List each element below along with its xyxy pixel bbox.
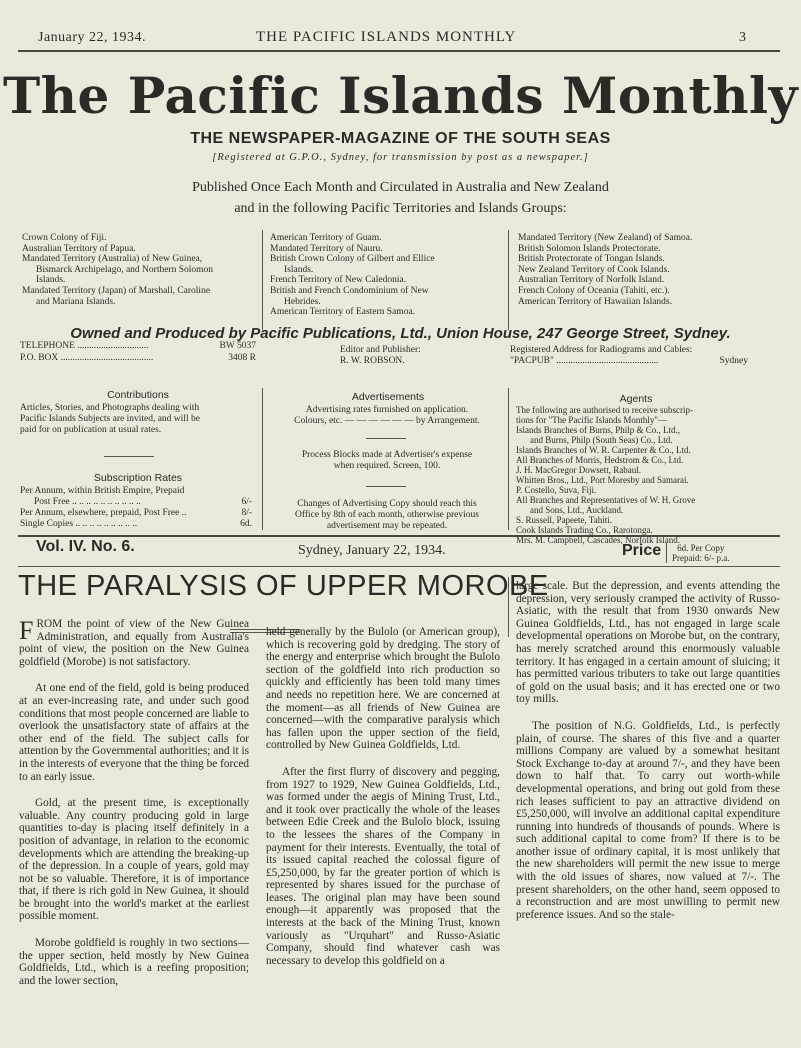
section-rule	[366, 486, 406, 487]
article-paragraph: held generally by the Bulolo (or American group), which is recovering gold by dredging. The story of the energy and enterprise which brought the Bulolo section of the goldfield into rich production so quickly and efficiently has been told many times and needs no repetition here. We are concerned at the moment—as all friends of New Guinea are concerned—with the comparative paralysis which has fallen upon the upper section of the field, controlled by New Guinea Goldfields, Ltd.	[266, 626, 500, 752]
contributions-line: Articles, Stories, and Photographs dealing with	[20, 403, 200, 413]
territory-line: and Mariana Islands.	[36, 296, 116, 307]
article-paragraph: After the first flurry of discovery and pegging, from 1927 to 1929, New Guinea Goldfields, Ltd., was formed under the aegis of Mining Trust, Ltd., and it took over practically the whole of the leases between Edie Creek and the Bulolo block, issuing to the lessees the shares of the Company in payment for their interests. Eventually, the total of its issued capital reached the colossal figure of £5,250,000, by far the greater portion of which is represented by shares issued for the purchase of leases. The original plan may have been sound enough—it apparently was proposed that the interests at the back of the Mining Trust, known variously as "Urquhart" and Russo-Asiatic Company, should find whatever cash was necessary to develop this goldfield on a	[266, 765, 500, 967]
agent-line: Islands Branches of Burns, Philp & Co., Ltd.,	[516, 425, 680, 435]
column-divider	[508, 388, 509, 530]
contributions-line: Pacific Islands Subjects are invited, and will be	[20, 414, 200, 424]
rate-line	[20, 508, 252, 519]
agent-line: and Burns, Philp (South Seas) Co., Ltd.	[530, 435, 673, 445]
column-divider	[508, 577, 509, 637]
advertisements-heading: Advertisements	[351, 391, 425, 403]
territory-line: Bismarck Archipelago, and Northern Solomon	[36, 264, 214, 275]
po-box-label: P.O. BOX .......................................	[20, 353, 154, 363]
price-label: Price	[622, 542, 662, 559]
owned-produced-line: Owned and Produced by Pacific Publications, Ltd., Union House, 247 George Street, Sydney.	[70, 325, 731, 342]
advertising-line: Colours, etc. — — — — — — by Arrangement.	[294, 416, 480, 426]
rate-label: Per Annum, elsewhere, prepaid, Post Free ..	[20, 508, 187, 518]
territory-line: Australian Territory of Norfolk Island.	[518, 275, 665, 286]
agent-line: J. H. MacGregor Dowsett, Rabaul.	[516, 465, 641, 475]
territory-line: French Colony of Oceania (Tahiti, etc.).	[518, 285, 670, 296]
copy-changes-text	[270, 499, 504, 532]
price-details	[672, 543, 730, 563]
registration-notice: [Registered at G.P.O., Sydney, for transmission by post as a newspaper.]	[212, 152, 589, 163]
telephone-value: BW 5037	[219, 341, 256, 351]
advertising-line: Advertising rates furnished on application.	[305, 405, 469, 415]
price-line: Prepaid: 6/- p.a.	[672, 553, 730, 563]
published-line-1: Published Once Each Month and Circulated in Australia and New Zealand	[192, 180, 609, 195]
contributions-heading: Contributions	[107, 389, 169, 401]
header-rule	[18, 50, 780, 52]
article-column-2	[266, 626, 500, 981]
article-paragraph: large scale. But the depression, and events attending the depression, very seriously cramped the activity of Russo-Asiatic, with the result that from 1930 onwards New Guinea Goldfields, Ltd., has not engaged in large scale developmental operations on Morobe but, on the contrary, has merely scratched around this enormously valuable territory. It has engaged in a certain amount of sluicing; it has permitted various tributers to take out large quantities of gold on the usual basis; and it has erected one or two toy mills.	[516, 580, 780, 706]
article-column-3	[516, 580, 780, 935]
volume-number: Vol. IV. No. 6.	[36, 538, 135, 555]
advertising-line: Office by 8th of each month, otherwise previous	[295, 510, 479, 520]
published-line-2: and in the following Pacific Territories and Islands Groups:	[234, 201, 567, 216]
page-number: 3	[739, 30, 747, 45]
price-brace	[666, 543, 667, 563]
agent-line: Whitten Bros., Ltd., Port Moresby and Samarai.	[516, 475, 689, 485]
territories-column-1	[22, 233, 254, 307]
masthead-subtitle: THE NEWSPAPER-MAGAZINE OF THE SOUTH SEAS	[190, 130, 611, 147]
paragraph-text: ROM the point of view of the New Guinea Administration, and equally from Australia's point of view, the position on the New Guinea goldfield (Morobe) is not satisfactory.	[19, 618, 249, 668]
telephone-label: TELEPHONE ..............................	[20, 341, 149, 351]
rate-value: 6/-	[241, 497, 252, 507]
rate-label: Post Free .. .. .. .. .. .. .. .. .. ..	[34, 497, 141, 507]
rate-line	[20, 486, 252, 497]
rate-value: 8/-	[241, 508, 252, 518]
article-column-1	[19, 618, 249, 1001]
article-paragraph	[19, 618, 249, 668]
territory-line: Mandated Territory of Nauru.	[270, 243, 383, 254]
po-box-line	[20, 353, 256, 364]
cable-label: "PACPUB" ...........................................	[510, 356, 659, 366]
advertising-line: advertisement may be repeated.	[326, 521, 448, 531]
agents-list	[516, 405, 780, 545]
agent-line: S. Russell, Papeete, Tahiti.	[516, 515, 612, 525]
rate-label: Per Annum, within British Empire, Prepaid	[20, 486, 185, 496]
territory-line: Islands.	[36, 275, 66, 286]
territories-column-2	[270, 233, 496, 318]
telephone-line	[20, 341, 256, 352]
territory-line: Crown Colony of Fiji.	[22, 233, 107, 243]
advertising-rates-text	[270, 405, 504, 427]
territory-line: Hebrides.	[284, 296, 321, 307]
territory-line: Australian Territory of Papua.	[22, 243, 136, 254]
agent-line: All Branches of Morris, Hedstrom & Co., Ltd.	[516, 455, 684, 465]
agent-line: Mrs. M. Campbell, Cascades, Norfolk Island.	[516, 535, 680, 545]
article-paragraph: Morobe goldfield is roughly in two sections—the upper section, held mostly by New Guinea Goldfields, Ltd., which is a reefing proposition; and the lower section,	[19, 937, 249, 987]
article-paragraph: The position of N.G. Goldfields, Ltd., is perfectly plain, of course. The shares of this five and a quarter millions Company are valued by a somewhat hesitant Stock Exchange to-day at around 7/-, and they have been down to half that. To carry out worth-while developmental operations, and bring out gold from these rich leases sufficient to pay an attractive dividend on £5,250,000, will involve an additional capital expenditure running into hundreds of thousands of pounds. Where is such additional capital to come from? If there is to be another issue of ordinary capital, it is most unlikely that the new shareholders will permit the new issue to merge with the old issues of shares, now valued at 7/-. The present shareholders, on the other hand, seem opposed to a reconstruction and are most unwilling to permit new preference issues. And so the stale-	[516, 719, 780, 921]
column-divider	[262, 388, 263, 530]
territory-line: British Solomon Islands Protectorate.	[518, 243, 661, 254]
drop-cap: F	[19, 616, 34, 645]
rate-line	[20, 497, 252, 508]
agents-heading: Agents	[619, 393, 653, 405]
territory-line: British Crown Colony of Gilbert and Ellice	[270, 254, 435, 265]
agent-line: Cook Islands Trading Co., Rarotonga.	[516, 525, 653, 535]
issue-date: Sydney, January 22, 1934.	[298, 543, 446, 558]
territory-line: British Protectorate of Tongan Islands.	[518, 254, 665, 265]
agent-line: The following are authorised to receive subscrip-	[516, 405, 693, 415]
rate-label: Single Copies .. .. .. .. .. .. .. .. ..	[20, 519, 138, 529]
registered-address-label: Registered Address for Radiograms and Cables:	[510, 345, 693, 355]
territory-line: American Territory of Hawaiian Islands.	[518, 296, 673, 307]
editor-label: Editor and Publisher:	[340, 345, 421, 355]
article-paragraph: Gold, at the present time, is exceptionally valuable. Any country producing gold in large quantities to-day is placing itself definitely in a position of advantage, in relation to the economic developments which are attending the breaking-up of the depression. In a couple of years, gold may not be so valuable. Therefore, it is of importance that, if there is rich gold in New Guinea, it should be brought into the world's market at the earliest possible moment.	[19, 797, 249, 923]
volume-bar-top-rule	[18, 535, 780, 537]
cable-line	[510, 356, 748, 367]
rate-value: 6d.	[240, 519, 252, 529]
territory-line: French Territory of New Caledonia.	[270, 275, 407, 286]
price-line: 6d. Per Copy	[677, 543, 725, 553]
agent-line: and Sons, Ltd., Auckland.	[530, 505, 624, 515]
editor-name: R. W. ROBSON.	[340, 356, 405, 366]
agent-line: P. Costello, Suva, Fiji.	[516, 485, 597, 495]
section-rule	[104, 456, 154, 457]
column-divider	[508, 230, 509, 330]
volume-bar-bottom-rule	[18, 566, 780, 567]
po-box-value: 3408 R	[228, 353, 256, 363]
header-paper-name: THE PACIFIC ISLANDS MONTHLY	[256, 29, 517, 45]
cable-value: Sydney	[719, 356, 748, 366]
masthead-title: The Pacific Islands Monthly	[2, 66, 799, 125]
agent-line: tions for "The Pacific Islands Monthly"—	[516, 415, 668, 425]
article-paragraph: At one end of the field, gold is being produced at an ever-increasing rate, and under such good conditions that most people concerned are liable to overlook the unsatisfactory state of affairs at the other end of the field. The subject calls for attention by the Governmental authorities; and it is in the interests of everyone that the thing be forced to an early issue.	[19, 682, 249, 783]
section-rule	[366, 438, 406, 439]
column-divider	[262, 230, 263, 330]
advertising-line: when required. Screen, 100.	[333, 461, 441, 471]
agent-line: All Branches and Representatives of W. H. Grove	[516, 495, 696, 505]
header-date: January 22, 1934.	[38, 30, 147, 45]
advertising-line: Changes of Advertising Copy should reach this	[297, 499, 477, 509]
territory-line: Mandated Territory (New Zealand) of Samoa.	[518, 233, 693, 243]
territories-column-3	[518, 233, 780, 307]
territory-line: Mandated Territory (Australia) of New Guinea,	[22, 254, 203, 265]
territory-line: American Territory of Eastern Samoa.	[270, 307, 416, 318]
territory-line: Islands.	[284, 264, 314, 275]
rate-line	[20, 519, 252, 530]
territory-line: British and French Condominium of New	[270, 285, 429, 296]
contributions-text	[20, 403, 256, 436]
advertising-line: Process Blocks made at Advertiser's expense	[301, 450, 473, 460]
territory-line: American Territory of Guam.	[270, 233, 382, 243]
territory-line: New Zealand Territory of Cook Islands.	[518, 264, 670, 275]
subscription-heading: Subscription Rates	[93, 472, 183, 484]
process-blocks-text	[270, 450, 504, 472]
article-title: THE PARALYSIS OF UPPER MOROBE	[18, 570, 549, 602]
agent-line: Islands Branches of W. R. Carpenter & Co., Ltd.	[516, 445, 691, 455]
territory-line: Mandated Territory (Japan) of Marshall, Caroline	[22, 285, 211, 296]
subscription-rates	[20, 486, 252, 530]
contributions-line: paid for on publication at usual rates.	[20, 425, 162, 435]
